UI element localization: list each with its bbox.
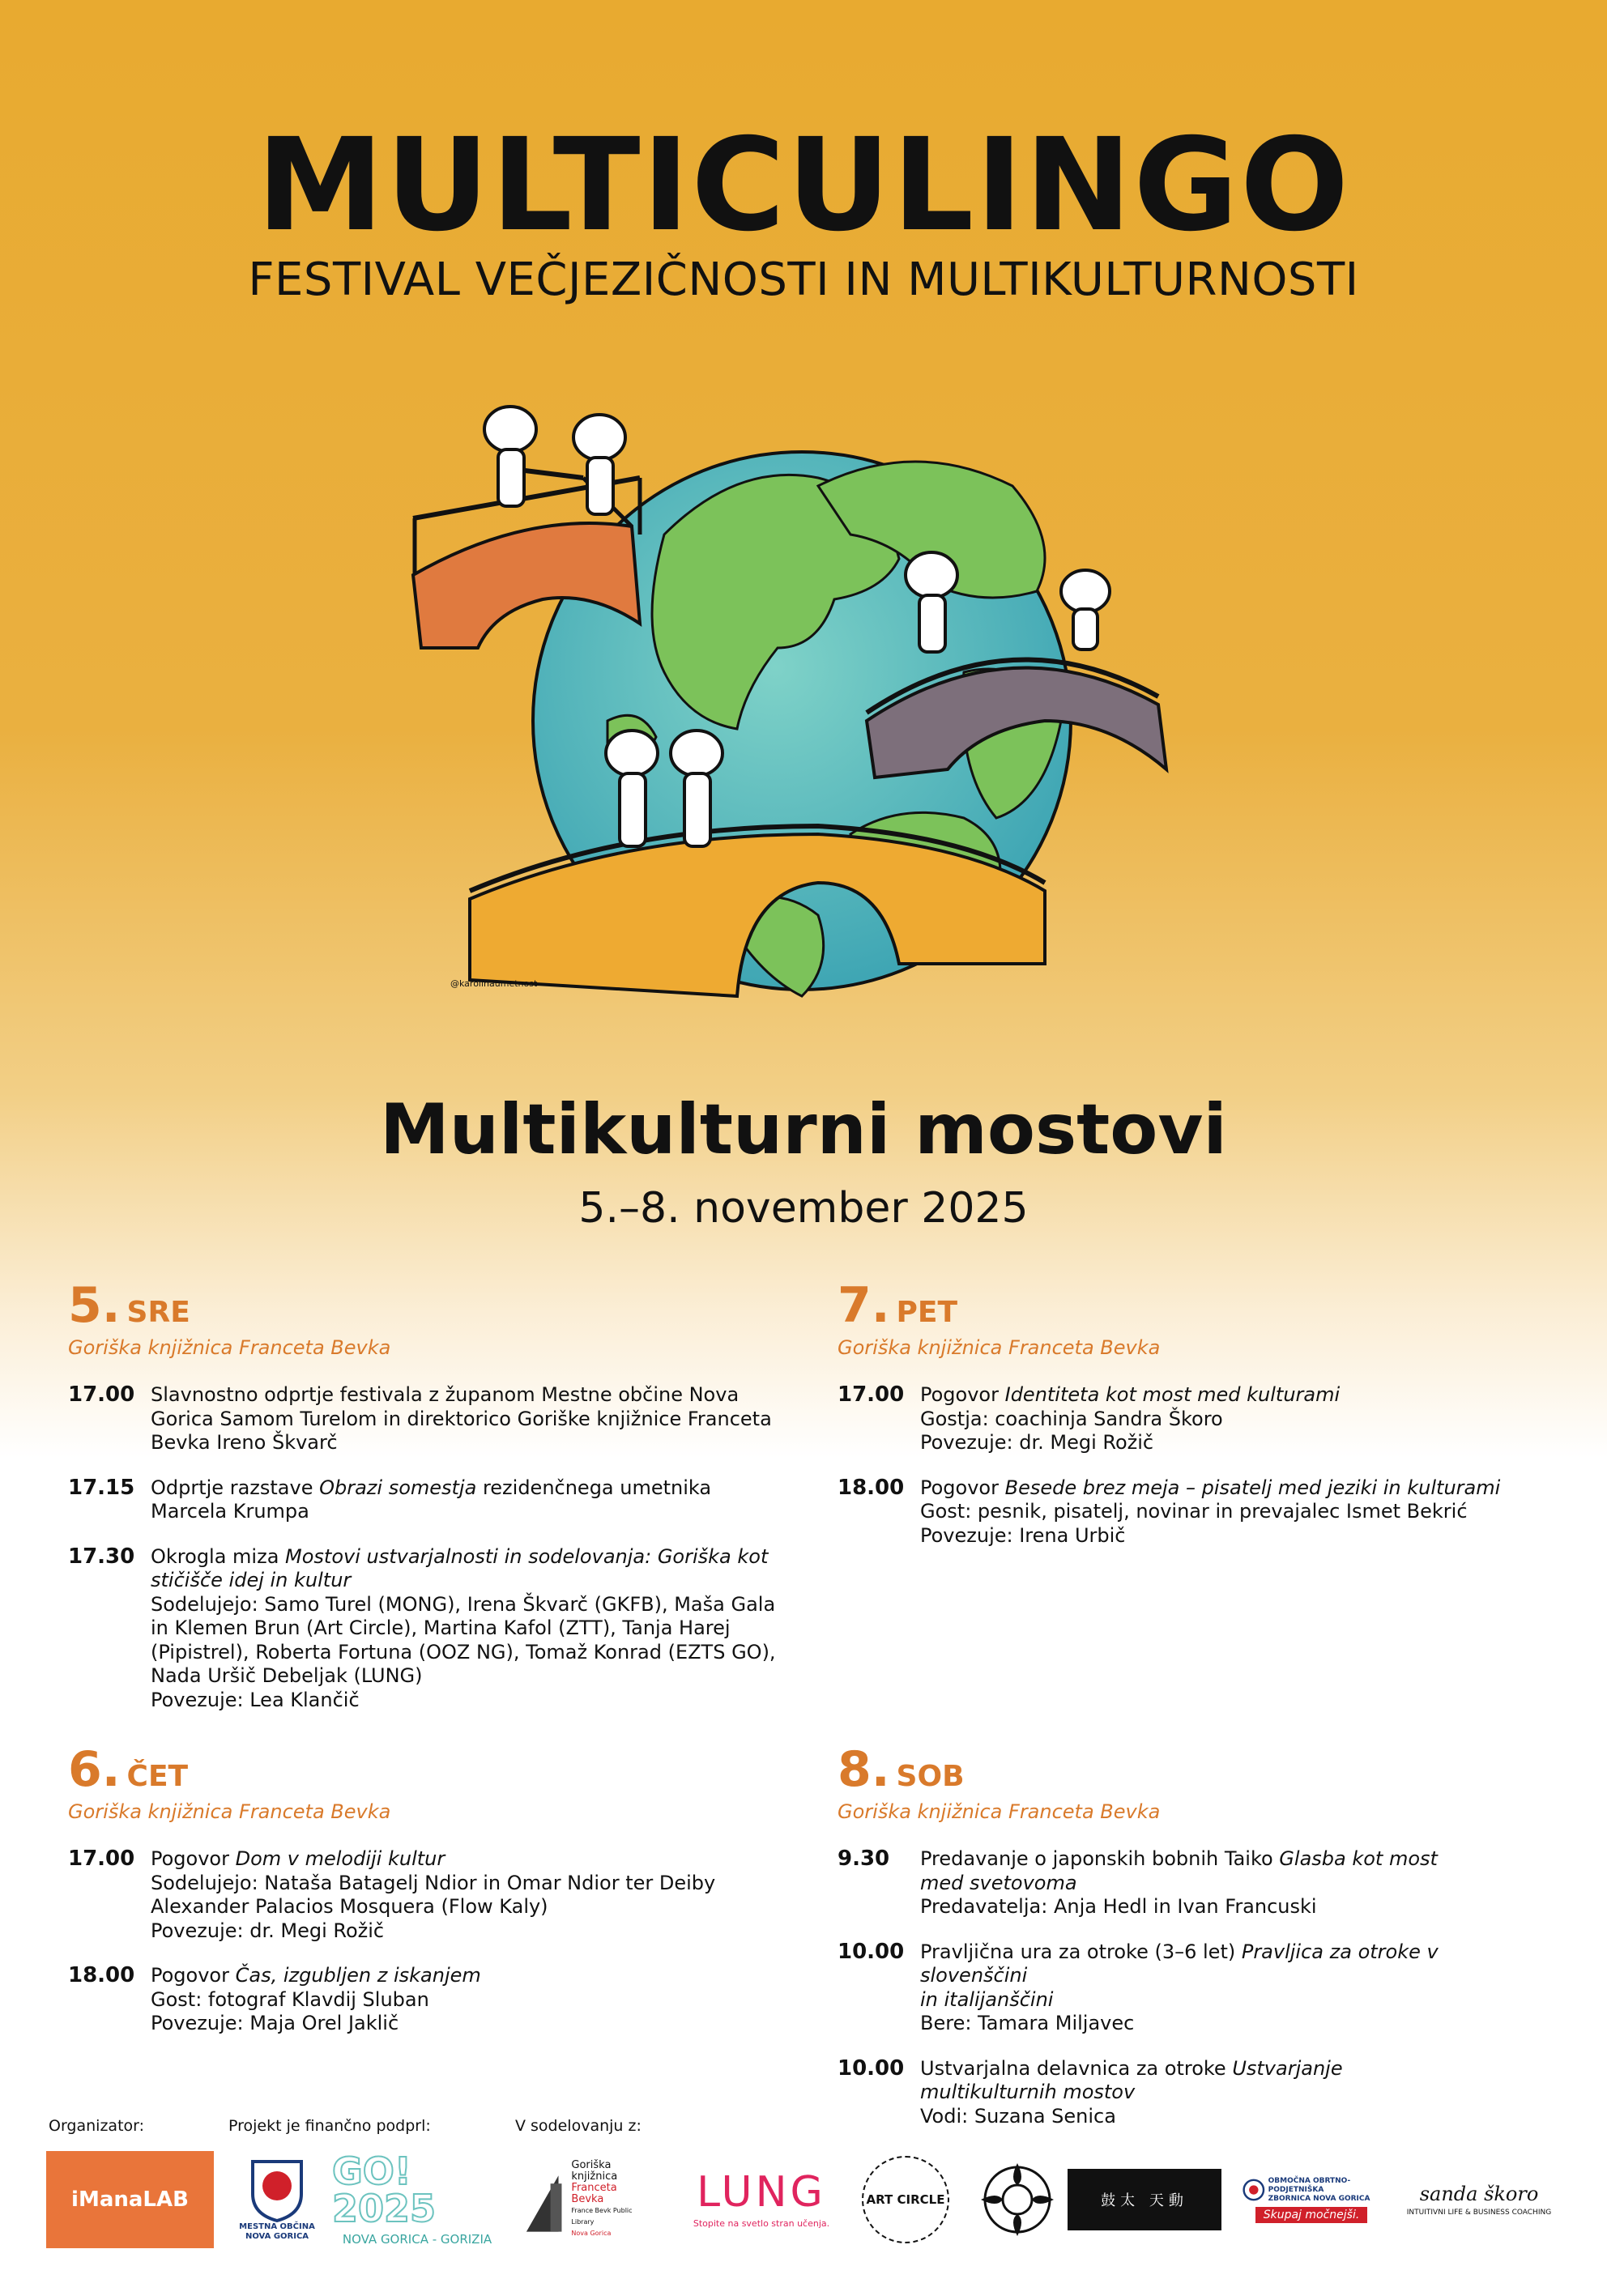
- event-line: [920, 1383, 1550, 1408]
- program-event: [68, 1545, 781, 1713]
- event-description: [920, 2057, 1550, 2129]
- event-line: [151, 1847, 781, 1872]
- day-weekday: ČET: [126, 1760, 189, 1793]
- day-number: 7.: [838, 1277, 890, 1334]
- program-event: [68, 1476, 781, 1524]
- library-line: Franceta: [571, 2182, 617, 2194]
- event-line: [920, 2105, 1550, 2129]
- event-line: [151, 1408, 781, 1432]
- ooz-line: ZBORNICA NOVA GORICA: [1268, 2194, 1370, 2203]
- event-text: Povezuje: Irena Urbič: [920, 1523, 1126, 1547]
- event-text: Mostovi ustvarjalnosti in sodelovanja: Goriška kot: [285, 1544, 769, 1568]
- art-circle-logo: [857, 2151, 954, 2248]
- imanalab-logo: [46, 2151, 214, 2248]
- event-line: [920, 1940, 1550, 1988]
- event-line: [920, 1431, 1550, 1455]
- event-line: [151, 1872, 781, 1896]
- coat-of-arms-icon: [249, 2158, 305, 2222]
- event-line: [920, 1895, 1550, 1919]
- event-line: [151, 1476, 781, 1501]
- event-text: Bevka Ireno Škvarč: [151, 1431, 338, 1454]
- floral-ornament-icon: [973, 2155, 1062, 2244]
- event-time: 17.00: [68, 1382, 135, 1407]
- library-text: [571, 2160, 656, 2239]
- event-time: 17.15: [68, 1475, 135, 1500]
- mestna-line: MESTNA OBČINA: [239, 2222, 315, 2231]
- library-line: Goriška: [571, 2159, 612, 2171]
- ooz-slogan: Skupaj močnejši.: [1255, 2207, 1368, 2223]
- event-description: [151, 1476, 781, 1524]
- day-weekday: SRE: [126, 1296, 190, 1329]
- event-text: in italijanščini: [920, 1987, 1054, 2011]
- go2025-subtext: NOVA GORICA - GORIZIA: [342, 2232, 492, 2247]
- event-line: [151, 1569, 781, 1593]
- event-text: Gost: fotograf Klavdij Sluban: [151, 1987, 429, 2011]
- library-line: knjižnica: [571, 2170, 618, 2183]
- lung-logo: [688, 2151, 834, 2248]
- event-line: [151, 1593, 781, 1617]
- sanda-skoro-subtext: INTUITIVNI LIFE & BUSINESS COACHING: [1406, 2209, 1552, 2217]
- event-line: [920, 1524, 1550, 1548]
- event-text: Pogovor: [920, 1383, 1005, 1406]
- event-text: Povezuje: Lea Klančič: [151, 1688, 360, 1711]
- event-text: Dom v melodiji kultur: [235, 1847, 445, 1870]
- event-text: Gostja: coachinja Sandra Škoro: [920, 1407, 1223, 1430]
- lung-text: LUNG: [697, 2167, 826, 2217]
- event-line: [920, 2057, 1550, 2081]
- event-line: [151, 1545, 781, 1570]
- event-text: Obrazi somestja: [319, 1476, 477, 1499]
- event-text: in Klemen Brun (Art Circle), Martina Kafol (ZTT), Tanja Harej: [151, 1617, 731, 1639]
- event-text: Sodelujejo: Samo Turel (MONG), Irena Škvarč (GKFB), Maša Gala: [151, 1592, 776, 1616]
- library-line: Bevka: [571, 2193, 604, 2205]
- event-text: Bere: Tamara Miljavec: [920, 2012, 1135, 2034]
- day-venue: Goriška knjižnica Franceta Bevka: [68, 1336, 391, 1359]
- event-text: Gost: pesnik, pisatelj, novinar in prevajalec Ismet Bekrić: [920, 1500, 1468, 1523]
- event-text: Predavanje o japonskih bobnih Taiko: [920, 1847, 1280, 1870]
- event-line: [920, 1988, 1550, 2013]
- event-text: Ustvarjalna delavnica za otroke: [920, 2056, 1233, 2080]
- imanalab-text: iManaLAB: [71, 2187, 189, 2212]
- event-text: Pogovor: [151, 1847, 236, 1870]
- day-venue: Goriška knjižnica Franceta Bevka: [838, 1800, 1161, 1823]
- day-weekday: PET: [896, 1296, 958, 1329]
- ooz-emblem-icon: [1243, 2176, 1265, 2204]
- event-text: Identiteta kot most med kulturami: [1004, 1383, 1341, 1406]
- event-text: Pogovor: [920, 1476, 1005, 1499]
- event-text: Slavnostno odprtje festivala z županom Mestne občine Nova: [151, 1383, 740, 1406]
- lung-subtext: Stopite na svetlo stran učenja.: [693, 2217, 830, 2229]
- taiko-text: 鼓太 天動: [1101, 2192, 1188, 2209]
- event-line: [151, 1500, 781, 1524]
- program-event: [838, 1940, 1550, 2036]
- event-description: [151, 1545, 781, 1713]
- event-text: Okrogla miza: [151, 1544, 286, 1568]
- event-line: [151, 1919, 781, 1944]
- program-event: [68, 1847, 781, 1943]
- program-event: [68, 1964, 781, 2036]
- taiko-logo: [1068, 2169, 1221, 2230]
- event-line: [920, 1476, 1550, 1501]
- program-event: [68, 1383, 781, 1455]
- event-line: [920, 1500, 1550, 1524]
- event-line: [151, 1964, 781, 1988]
- go2025-text: GO! 2025: [332, 2149, 437, 2230]
- program-event: [838, 2057, 1550, 2129]
- event-line: [151, 1383, 781, 1408]
- event-line: [151, 1988, 781, 2013]
- event-text: Ustvarjanje: [1232, 2056, 1343, 2080]
- day-venue: Goriška knjižnica Franceta Bevka: [838, 1336, 1161, 1359]
- ooz-text: [1268, 2177, 1380, 2204]
- go2025-logo: [332, 2151, 502, 2248]
- day-heading: [68, 1277, 781, 1334]
- day-weekday: SOB: [896, 1760, 965, 1793]
- event-line: [151, 1431, 781, 1455]
- day-number: 8.: [838, 1741, 890, 1798]
- event-text: stičišče idej in kultur: [151, 1569, 352, 1591]
- day-number: 6.: [68, 1741, 121, 1798]
- day-heading: [838, 1741, 1550, 1798]
- festival-title: MULTICULINGO: [256, 111, 1351, 260]
- library-line: Nova Gorica: [571, 2230, 612, 2237]
- library-logo: [518, 2151, 656, 2248]
- program-event: [838, 1476, 1550, 1548]
- event-line: [151, 1641, 781, 1665]
- globe-bridges-illustration: [397, 381, 1207, 1029]
- event-text: Sodelujejo: Nataša Batagelj Ndior in Omar Ndior ter Deiby: [151, 1871, 716, 1894]
- event-text: multikulturnih mostov: [920, 2081, 1136, 2103]
- event-line: [920, 2012, 1550, 2036]
- day-block: [838, 1741, 1550, 2149]
- art-circle-text: ART CIRCLE: [862, 2156, 949, 2243]
- event-line: [920, 1408, 1550, 1432]
- day-block: [68, 1277, 781, 1733]
- event-text: Gorica Samom Turelom in direktorico Goriške knjižnice Franceta: [151, 1407, 772, 1430]
- ooz-row: [1243, 2176, 1380, 2204]
- ooz-logo: [1243, 2151, 1380, 2248]
- mestna-obcina-logo: [238, 2151, 316, 2248]
- day-number: 5.: [68, 1277, 121, 1334]
- sanda-skoro-logo: [1398, 2151, 1560, 2248]
- event-line: [151, 1617, 781, 1641]
- festival-subtitle: FESTIVAL VEČJEZIČNOSTI IN MULTIKULTURNOSTI: [248, 253, 1359, 306]
- sanda-skoro-text: sanda škoro: [1419, 2183, 1539, 2205]
- library-building-icon: [518, 2159, 566, 2240]
- event-text: Marcela Krumpa: [151, 1500, 309, 1523]
- mestna-obcina-text: [239, 2222, 315, 2242]
- event-time: 10.00: [838, 1939, 905, 1964]
- event-text: (Pipistrel), Roberta Fortuna (OOZ NG), Tomaž Konrad (EZTS GO),: [151, 1640, 776, 1663]
- event-description: [920, 1847, 1550, 1919]
- event-time: 18.00: [68, 1963, 135, 1987]
- event-time: 17.30: [68, 1544, 135, 1569]
- event-text: Nada Uršič Debeljak (LUNG): [151, 1664, 423, 1687]
- program-event: [838, 1383, 1550, 1455]
- cooperation-label: V sodelovanju z:: [515, 2117, 642, 2135]
- event-description: [151, 1383, 781, 1455]
- event-time: 17.00: [838, 1382, 905, 1407]
- event-line: [920, 1872, 1550, 1896]
- day-heading: [68, 1741, 781, 1798]
- day-venue: Goriška knjižnica Franceta Bevka: [68, 1800, 391, 1823]
- ooz-line: OBMOČNA OBRTNO-PODJETNIŠKA: [1268, 2176, 1351, 2194]
- event-line: [151, 1895, 781, 1919]
- event-time: 18.00: [838, 1475, 905, 1500]
- festival-dates: 5.–8. november 2025: [578, 1184, 1029, 1233]
- event-text: Povezuje: dr. Megi Rožič: [151, 1919, 385, 1942]
- event-text: Čas, izgubljen z iskanjem: [235, 1964, 481, 1987]
- library-line: France Bevk Public Library: [571, 2207, 633, 2226]
- event-text: Vodi: Suzana Senica: [920, 2104, 1116, 2128]
- organizer-label: Organizator:: [49, 2117, 145, 2135]
- day-heading: [838, 1277, 1550, 1334]
- event-text: med svetovoma: [920, 1871, 1077, 1894]
- event-description: [920, 1476, 1550, 1548]
- event-text: rezidenčnega umetnika: [476, 1476, 712, 1499]
- event-text: Pravljična ura za otroke (3–6 let): [920, 1940, 1242, 1963]
- event-text: Pogovor: [151, 1964, 236, 1987]
- event-line: [920, 1847, 1550, 1872]
- funded-label: Projekt je finančno podprl:: [228, 2117, 431, 2135]
- event-description: [920, 1383, 1550, 1455]
- event-text: Alexander Palacios Mosquera (Flow Kaly): [151, 1895, 548, 1918]
- theme-title: Multikulturni mostovi: [380, 1089, 1227, 1170]
- day-block: [838, 1277, 1550, 1569]
- event-text: Predavatelja: Anja Hedl in Ivan Francuski: [920, 1895, 1317, 1918]
- event-time: 9.30: [838, 1847, 890, 1871]
- event-line: [920, 2081, 1550, 2105]
- event-text: Odprtje razstave: [151, 1476, 320, 1499]
- event-text: Besede brez meja – pisatelj med jeziki in kulturami: [1004, 1476, 1501, 1499]
- event-line: [151, 1664, 781, 1689]
- event-description: [151, 1964, 781, 2036]
- day-block: [68, 1741, 781, 2057]
- event-description: [920, 1940, 1550, 2036]
- event-time: 17.00: [68, 1847, 135, 1871]
- illustration-credit: @karolinaumetnost: [450, 978, 538, 989]
- event-text: Povezuje: Maja Orel Jaklič: [151, 2012, 399, 2034]
- event-description: [151, 1847, 781, 1943]
- event-text: Glasba kot most: [1279, 1847, 1438, 1870]
- event-text: Povezuje: dr. Megi Rožič: [920, 1431, 1154, 1454]
- floral-logo-icon: [969, 2151, 1066, 2248]
- event-text: Pravljica za otroke v slovenščini: [920, 1940, 1439, 1987]
- event-line: [151, 1689, 781, 1713]
- program-event: [838, 1847, 1550, 1919]
- mestna-line: NOVA GORICA: [245, 2232, 309, 2241]
- event-line: [151, 2012, 781, 2036]
- event-time: 10.00: [838, 2055, 905, 2081]
